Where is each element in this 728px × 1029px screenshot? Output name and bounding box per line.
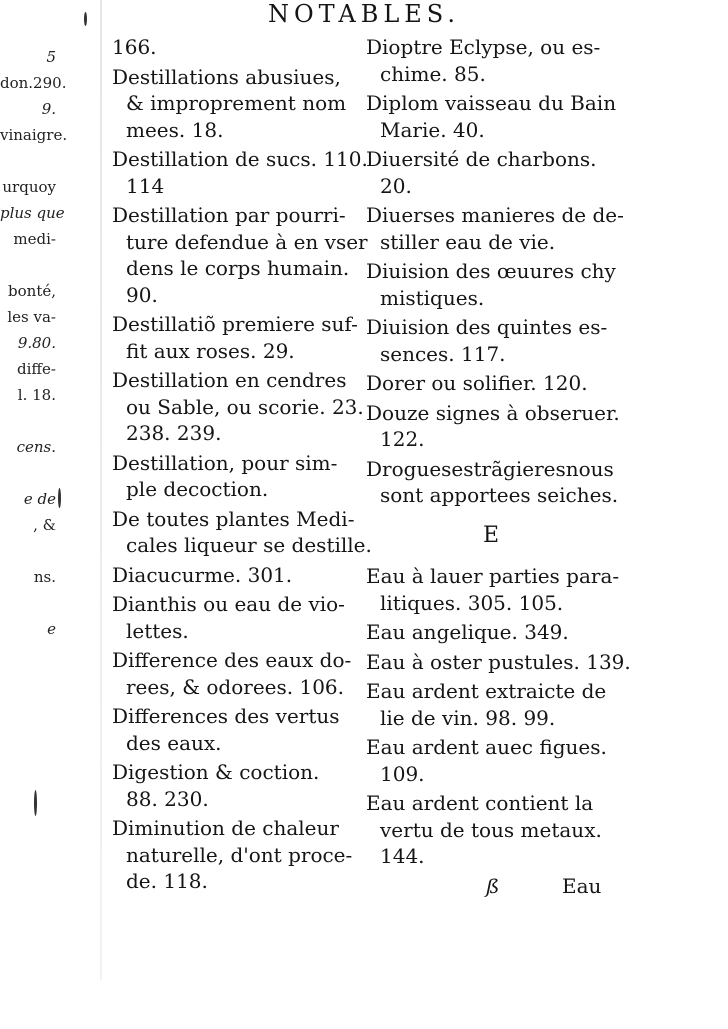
section-letter-heading: E: [482, 522, 500, 548]
entry-line: sont apportees seiches.: [380, 483, 619, 507]
entry-line: Destillation, pour sim-: [112, 450, 338, 475]
margin-fragment: [0, 538, 56, 564]
index-entry: [112, 450, 357, 503]
entries-letter-d: [366, 34, 624, 509]
entry-line: Marie. 40.: [380, 117, 485, 142]
index-entry: [112, 64, 357, 144]
entries-letter-e: [366, 563, 631, 870]
margin-fragment: medi-: [13, 230, 56, 248]
margin-fragment: 5: [46, 48, 56, 66]
entry-line: naturelle, d'ont proce-: [126, 842, 353, 867]
entry-line: Destillation en cendres: [112, 368, 347, 392]
entry-line: des eaux.: [126, 730, 222, 755]
margin-fragment: 9.: [41, 100, 56, 118]
margin-fragment: [0, 408, 56, 434]
margin-fragment: e: [47, 620, 56, 638]
entry-line: Diplom vaisseau du Bain: [366, 91, 617, 115]
index-entry: [366, 790, 616, 870]
entry-line: cales liqueur se destille.: [126, 533, 372, 557]
index-entry: [366, 370, 616, 397]
margin-fragment: e de: [23, 490, 56, 508]
entry-line: mees. 18.: [126, 117, 224, 142]
entry-line: Destillations abusiues,: [112, 64, 341, 89]
entry-line: chime. 85.: [380, 61, 486, 86]
index-entry: [112, 34, 357, 61]
entry-line: Eau ardent extraicte de: [366, 679, 607, 703]
entry-line: 122.: [380, 427, 425, 451]
margin-fragment: l. 18.: [17, 386, 56, 404]
entry-line: Destillation de sucs. 110.: [112, 147, 368, 171]
margin-fragment: les va-: [7, 308, 56, 326]
margin-fragment: [0, 460, 56, 486]
index-entry: [366, 400, 620, 453]
entry-line: dens le corps humain.: [126, 256, 350, 280]
index-entry: [366, 734, 616, 787]
entry-line: fit aux roses. 29.: [126, 338, 295, 363]
entry-line: Eau à lauer parties para-: [366, 564, 620, 588]
entry-line: Digestion & coction.: [112, 760, 320, 784]
entry-line: ple decoction.: [126, 477, 269, 501]
index-entry: [366, 563, 620, 616]
index-entry: [366, 34, 616, 87]
index-entry: [366, 258, 616, 311]
entry-line: Eau à oster pustules. 139.: [366, 649, 631, 674]
entry-line: Diuersité de charbons.: [366, 147, 597, 171]
entry-line: vertu de tous metaux.: [380, 817, 602, 842]
margin-fragment: ns.: [33, 568, 56, 586]
adjacent-page-margin: [0, 44, 68, 642]
entry-line: rees, & odorees. 106.: [126, 674, 344, 699]
entry-line: Diacucurme. 301.: [112, 562, 293, 587]
entry-line: Difference des eaux do-: [112, 648, 352, 672]
entry-line: 114: [126, 173, 165, 198]
index-entry: [112, 506, 372, 559]
entry-line: litiques. 305. 105.: [380, 590, 564, 615]
index-entry: [112, 703, 357, 756]
entry-line: Diuision des œuures chy: [366, 259, 616, 283]
entry-line: 88. 230.: [126, 786, 209, 811]
entry-line: Eau angelique. 349.: [366, 620, 569, 644]
index-column-left: [112, 34, 372, 898]
margin-fragment: , &: [33, 516, 56, 534]
index-entry: [112, 815, 357, 895]
entry-line: lettes.: [126, 618, 189, 643]
index-entry: [112, 146, 368, 199]
entry-line: mistiques.: [380, 285, 485, 310]
entry-line: Eau ardent contient la: [366, 791, 594, 815]
margin-fragment: [0, 252, 56, 278]
entry-line: 238. 239.: [126, 421, 222, 445]
margin-fragment: urquoy: [2, 178, 56, 196]
entry-line: stiller eau de vie.: [380, 229, 556, 254]
running-header: NOTABLES.: [267, 0, 460, 28]
entry-line: Destillation par pourri-: [112, 203, 346, 227]
margin-fragment: cens.: [16, 438, 56, 456]
entry-line: De toutes plantes Medi-: [112, 506, 355, 531]
entry-line: Destillatiõ premiere suf-: [112, 312, 358, 336]
entry-line: lie de vin. 98. 99.: [380, 705, 556, 730]
signature-mark: ß: [486, 874, 500, 898]
entry-line: 20.: [380, 173, 412, 198]
entry-line: 144.: [380, 844, 425, 868]
page-gutter-shadow: [100, 0, 102, 980]
index-entry: [112, 562, 357, 589]
index-entry: [366, 678, 616, 731]
margin-fragment: 9.80.: [17, 334, 56, 352]
index-entry: [366, 456, 619, 509]
margin-fragment: [0, 590, 56, 616]
entry-line: Droguesestrãgieresnous: [366, 456, 614, 481]
entry-line: Dianthis ou eau de vio-: [112, 592, 345, 616]
entry-line: 166.: [112, 35, 157, 59]
entry-line: ou Sable, ou scorie. 23.: [126, 394, 364, 419]
margin-fragment: don.290.: [0, 74, 67, 92]
ink-speck: [84, 12, 87, 26]
entry-line: Differences des vertus: [112, 704, 340, 728]
entry-line: Dorer ou solifier. 120.: [366, 371, 588, 395]
index-entry: [112, 591, 357, 644]
entry-line: Douze signes à obseruer.: [366, 400, 620, 425]
index-entry: [112, 311, 357, 364]
entry-line: Diminution de chaleur: [112, 816, 339, 840]
margin-fragment: plus que: [0, 204, 65, 222]
margin-fragment: diffe-: [16, 360, 56, 378]
index-entry: [366, 619, 616, 646]
index-entry: [112, 367, 364, 447]
index-entry: [366, 202, 624, 255]
entry-line: sences. 117.: [380, 341, 506, 366]
entry-line: & improprement nom: [126, 91, 347, 115]
entry-line: ture defendue à en vser: [126, 229, 368, 254]
entry-line: Diuision des quintes es-: [366, 315, 608, 339]
margin-fragment: vinaigre.: [0, 126, 68, 144]
entry-line: de. 118.: [126, 869, 208, 893]
index-entry: [366, 649, 631, 676]
catchword: Eau: [562, 874, 602, 898]
ink-speck: [34, 790, 37, 816]
index-entry: [112, 202, 368, 308]
ink-speck: [58, 488, 61, 508]
entry-line: Dioptre Eclypse, ou es-: [366, 35, 601, 59]
index-entry: [112, 759, 357, 812]
index-entry: [366, 146, 616, 199]
index-entry: [366, 90, 616, 143]
entry-line: 90.: [126, 282, 158, 307]
index-entry: [112, 647, 357, 700]
index-entry: [366, 314, 616, 367]
entry-line: 109.: [380, 761, 425, 786]
entry-line: Eau ardent auec figues.: [366, 735, 607, 759]
margin-fragment: bonté,: [8, 282, 56, 300]
index-column-right: [366, 34, 631, 873]
entry-line: Diuerses manieres de de-: [366, 203, 624, 227]
margin-fragment: [0, 148, 56, 174]
